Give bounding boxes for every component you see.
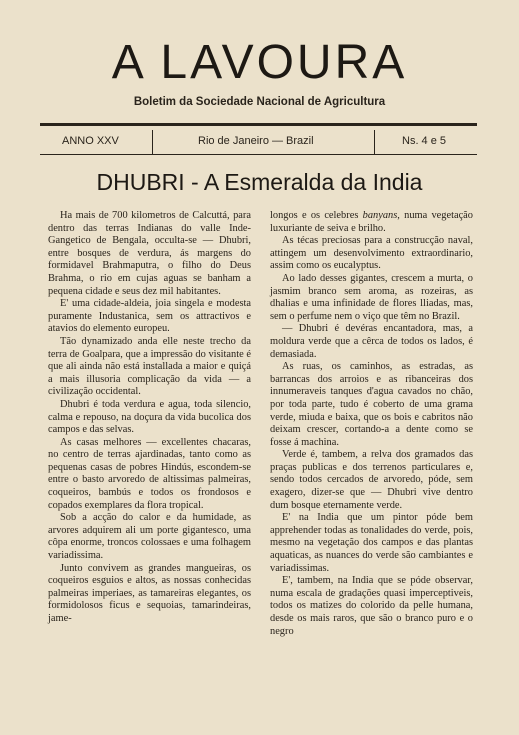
paragraph: E', tambem, na India que se póde observar, numa escala de gradações quasi imperceptiveis, todos os matizes do colorido da pelle humana, desde os mais raros, que são o branco puro e o negro — [270, 575, 473, 637]
top-rule — [40, 123, 477, 126]
paragraph: — Dhubri é devéras encantadora, mas, a moldura verde que a cêrca de todos os lados, é demasiada. — [270, 323, 473, 360]
info-divider — [374, 130, 375, 154]
paragraph: Tão dynamizado anda elle neste trecho da terra de Goalpara, que a impressão do visitante é que ali ainda não está installada a maior e quiçá a mais illusoria complicação da vida — a civilização occidental. — [48, 335, 251, 398]
place-date-label: Rio de Janeiro — Brazil — [198, 135, 314, 147]
paragraph: E' na India que um pintor póde bem apprehender todas as tonalidades do verde, pois, mesmo na vegetação dos campos e das plantas aquaticas, as nuances do verde são cambiantes e variadissimas. — [270, 512, 473, 574]
paragraph: Junto convivem as grandes mangueiras, os coqueiros esguios e altos, as nossas conhecidas palmeiras imperiaes, as tamareiras elegantes, os formidolosos ficus e sequoias, tamarindeiras, jame- — [48, 562, 251, 624]
italic-term: banyans — [362, 210, 398, 221]
paragraph: Ao lado desses gigantes, crescem a murta, o jasmim branco sem aroma, as rozeiras, as dhalias e uma infinidade de flores lliadas, mas, sem o perfume nem o viço que têm no Brazil. — [270, 272, 473, 322]
issue-number-label: Ns. 4 e 5 — [402, 135, 447, 147]
paragraph: As técas preciosas para a construcção naval, attingem um desenvolvimento extraordinario, assim como os eucalyptus. — [270, 235, 473, 272]
article-column-left — [48, 210, 251, 626]
article-column-right — [270, 210, 473, 638]
paragraph: Dhubri é toda verdura e agua, toda silencio, calma e repouso, na doçura da vida bucolica dos campos e das selvas. — [48, 398, 251, 436]
bottom-rule — [40, 154, 477, 155]
article-headline: DHUBRI - A Esmeralda da India — [96, 169, 423, 195]
volume-label: ANNO XXV — [62, 135, 119, 147]
masthead-title: A LAVOURA — [111, 36, 408, 89]
paragraph: E' uma cidade-aldeia, joia singela e modesta puramente Industanica, sem os attractivos e atavios do elemento europeu. — [48, 298, 251, 335]
paragraph-continued — [270, 210, 473, 235]
paragraph: Ha mais de 700 kilometros de Calcuttá, para dentro das terras Indianas do valle Inde-Gangetico de Bengala, occulta-se — Dhubri, entre bosques de verdura, ás margens do formidavel Brahmaputra, o filho do Deus Brahma, o rio em cujas aguas se banham a pequena cidade e seus dez mil habitantes. — [48, 210, 251, 297]
text-run: longos e os celebres — [270, 210, 363, 221]
masthead-subtitle: Boletim da Sociedade Nacional de Agricultura — [133, 96, 386, 108]
paragraph: Verde é, tambem, a relva dos gramados das praças publicas e dos terrenos particulares e, sendo todos cercados de arvoredo, póde, sem exagero, dizer-se que — Dhubri vive dentro dum bosque eternamente verde. — [270, 449, 473, 511]
paragraph: As ruas, os caminhos, as estradas, as barrancas dos arroios e as ribanceiras dos innumeraveis tanques d'agua cavados no chão, por toda parte, tudo é coberto de uma grama verde, miuda e baixa, que os bois e cabritos não deixam crescer, cortando-a a dente como se fosse á machina. — [270, 361, 473, 448]
paragraph: Sob a acção do calor e da humidade, as arvores adquirem ali um porte gigantesco, uma côpa enorme, troncos colossaes e uma folhagem variadissima. — [48, 512, 251, 562]
text-run: , numa vegetação luxuriante de seiva e brilho. — [270, 210, 473, 234]
paragraph: As casas melhores — excellentes chacaras, no centro de terras ajardinadas, tanto como as pequenas casas de pobres Hindús, escondem-se entre o basto arvoredo de altissimas palmeiras, coqueiros, bambús e todos os frondosos e copados exemplares da flora tropical. — [48, 436, 251, 511]
issue-info-bar — [40, 128, 477, 152]
info-divider — [152, 130, 153, 154]
